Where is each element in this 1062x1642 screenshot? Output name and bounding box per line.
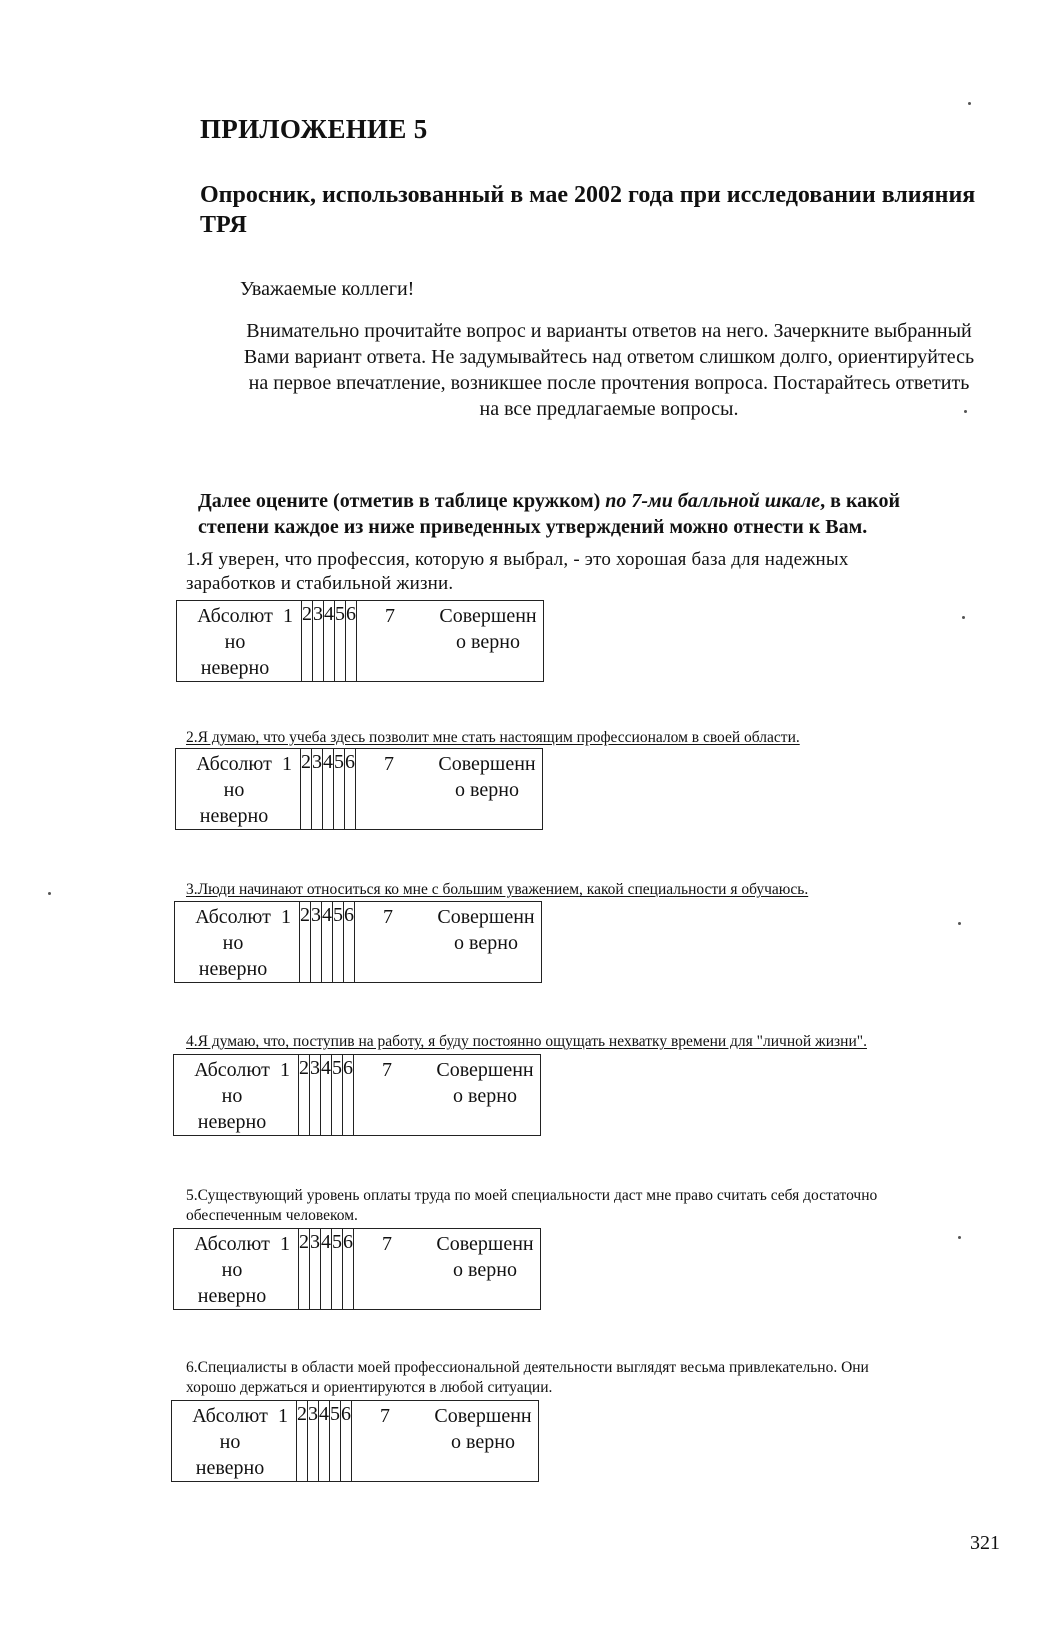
scale-option-1[interactable] [177, 601, 302, 682]
scale-option-4[interactable]: 4 [321, 1055, 332, 1136]
scale-option-3[interactable]: 3 [310, 1055, 321, 1136]
scale-min-label: Абсолют но неверно [194, 1059, 270, 1133]
question-text [186, 728, 1062, 748]
scale-option-6[interactable]: 6 [346, 601, 357, 682]
scale-option-3[interactable]: 3 [308, 1401, 319, 1482]
scale-option-6[interactable]: 6 [341, 1401, 352, 1482]
question-text-line: 1.Я уверен, что профессия, которую я выбрал, - это хорошая база для надежных [186, 549, 849, 570]
scale-option-6[interactable]: 6 [345, 749, 356, 830]
scale-number: 1 [278, 1405, 288, 1427]
scale-option-7[interactable] [354, 1055, 541, 1136]
scale-max-label: Совершенн о верно [436, 1059, 534, 1107]
scan-speck [962, 616, 965, 619]
scale-option-6[interactable]: 6 [343, 1055, 354, 1136]
question-text [186, 1032, 1062, 1052]
scan-speck [958, 922, 961, 925]
question-text-line: обеспеченным человеком. [186, 1207, 358, 1224]
question-text [186, 1358, 1062, 1398]
scale-min-label: Абсолют но неверно [197, 605, 273, 679]
instructions-line: на все предлагаемые вопросы. [479, 398, 739, 420]
scale-option-3[interactable]: 3 [312, 749, 323, 830]
scale-max-label: Совершенн о верно [439, 605, 537, 653]
appendix-title: ПРИЛОЖЕНИЕ 5 [200, 114, 428, 144]
question-text [186, 1186, 1062, 1226]
scale-min-label: Абсолют но неверно [192, 1405, 268, 1479]
task-text: , в какой [820, 490, 900, 512]
scale-max-label: Совершенн о верно [437, 906, 535, 954]
page-number: 321 [970, 1532, 1000, 1554]
scale-option-7[interactable] [354, 1229, 541, 1310]
rating-scale-table [174, 901, 542, 983]
scale-option-1[interactable] [174, 1229, 299, 1310]
instructions-line: Вами вариант ответа. Не задумывайтесь над ответом слишком долго, ориентируйтесь [243, 346, 975, 368]
scale-min-label: Абсолют но неверно [196, 753, 272, 827]
question-text-line: 5.Существующий уровень оплаты труда по моей специальности даст мне право считать себя достаточно [186, 1187, 878, 1204]
scale-option-5[interactable]: 5 [335, 601, 346, 682]
scale-option-2[interactable]: 2 [297, 1401, 308, 1482]
scale-option-1[interactable] [172, 1401, 297, 1482]
scale-max-label: Совершенн о верно [436, 1233, 534, 1281]
rating-task [198, 488, 1048, 540]
task-scale-emphasis: по 7-ми балльной шкале [605, 490, 821, 512]
survey-title-line-1: Опросник, использованный в мае 2002 года при исследовании влияния [200, 182, 976, 208]
scan-speck [964, 410, 967, 413]
scale-option-1[interactable] [175, 902, 300, 983]
rating-scale-table [173, 1228, 541, 1310]
scale-option-4[interactable]: 4 [322, 902, 333, 983]
scale-number: 1 [283, 605, 293, 627]
scale-number: 7 [383, 906, 393, 928]
question-text [186, 880, 1062, 900]
scan-speck [968, 102, 971, 105]
scale-option-7[interactable] [352, 1401, 539, 1482]
scale-number: 1 [282, 753, 292, 775]
scale-number: 1 [280, 1059, 290, 1081]
scale-option-2[interactable]: 2 [302, 601, 313, 682]
question-text [186, 548, 1062, 596]
scale-option-1[interactable] [174, 1055, 299, 1136]
scale-number: 7 [382, 1233, 392, 1255]
scale-option-5[interactable]: 5 [330, 1401, 341, 1482]
scale-option-3[interactable]: 3 [310, 1229, 321, 1310]
question-text-line: 4.Я думаю, что, поступив на работу, я буду постоянно ощущать нехватку времени для "личной жизни". [186, 1033, 867, 1050]
scale-option-3[interactable]: 3 [311, 902, 322, 983]
scale-min-label: Абсолют но неверно [194, 1233, 270, 1307]
scale-number: 7 [382, 1059, 392, 1081]
rating-scale-table [173, 1054, 541, 1136]
scan-speck [48, 892, 51, 895]
instructions-line: Внимательно прочитайте вопрос и варианты ответов на него. Зачеркните выбранный [246, 320, 972, 342]
rating-task-line-2: степени каждое из ниже приведенных утверждений можно отнести к Вам. [198, 516, 868, 538]
scale-number: 1 [280, 1233, 290, 1255]
greeting: Уважаемые коллеги! [240, 278, 415, 300]
scale-option-7[interactable] [357, 601, 544, 682]
scale-option-6[interactable]: 6 [343, 1229, 354, 1310]
scale-option-3[interactable]: 3 [313, 601, 324, 682]
instructions-line: на первое впечатление, возникшее после прочтения вопроса. Постарайтесь ответить [248, 372, 970, 394]
rating-scale-table [171, 1400, 539, 1482]
rating-scale-table [175, 748, 543, 830]
question-text-line: 3.Люди начинают относиться ко мне с большим уважением, какой специальности я обучаюсь. [186, 881, 809, 898]
survey-title-line-2: ТРЯ [200, 212, 247, 238]
scale-option-5[interactable]: 5 [334, 749, 345, 830]
scale-option-7[interactable] [356, 749, 543, 830]
scale-option-6[interactable]: 6 [344, 902, 355, 983]
instructions [196, 318, 1022, 422]
task-text: Далее оцените (отметив в таблице кружком) [198, 490, 606, 512]
scale-option-2[interactable]: 2 [299, 1229, 310, 1310]
rating-scale-table [176, 600, 544, 682]
scale-option-1[interactable] [176, 749, 301, 830]
question-text-line: 2.Я думаю, что учеба здесь позволит мне стать настоящим профессионалом в своей области. [186, 729, 800, 746]
question-text-line: 6.Специалисты в области моей профессиональной деятельности выглядят весьма привлекательно. Они [186, 1359, 869, 1376]
scale-option-2[interactable]: 2 [301, 749, 312, 830]
scale-option-4[interactable]: 4 [321, 1229, 332, 1310]
scale-option-5[interactable]: 5 [333, 902, 344, 983]
question-text-line: хорошо держаться и ориентируются в любой ситуации. [186, 1379, 553, 1396]
scale-max-label: Совершенн о верно [434, 1405, 532, 1453]
scale-min-label: Абсолют но неверно [195, 906, 271, 980]
scale-option-5[interactable]: 5 [332, 1055, 343, 1136]
scale-option-4[interactable]: 4 [323, 749, 334, 830]
scan-speck [958, 1236, 961, 1239]
scale-option-4[interactable]: 4 [324, 601, 335, 682]
rating-task-line-1 [198, 488, 1048, 514]
scale-number: 7 [384, 753, 394, 775]
survey-title [200, 180, 1050, 240]
scale-option-4[interactable]: 4 [319, 1401, 330, 1482]
scale-max-label: Совершенн о верно [438, 753, 536, 801]
scale-number: 7 [380, 1405, 390, 1427]
scale-option-2[interactable]: 2 [300, 902, 311, 983]
scale-option-5[interactable]: 5 [332, 1229, 343, 1310]
scale-number: 1 [281, 906, 291, 928]
scale-option-2[interactable]: 2 [299, 1055, 310, 1136]
scale-number: 7 [385, 605, 395, 627]
scale-option-7[interactable] [355, 902, 542, 983]
question-text-line: заработков и стабильной жизни. [186, 573, 454, 594]
